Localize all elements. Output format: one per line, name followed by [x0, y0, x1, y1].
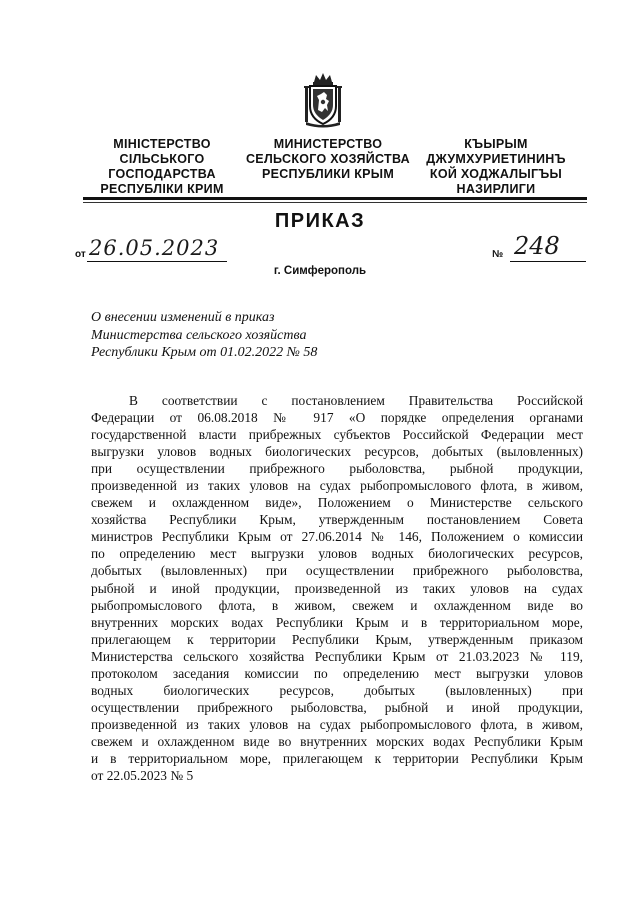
- body-line: Министерства сельского хозяйства Республики Крым от 21.03.2023 № 119,: [91, 648, 583, 664]
- handwritten-number: 248: [514, 232, 560, 260]
- body-line: внутренних морских водах Республики Крым и в территориальном море,: [91, 614, 583, 630]
- body-line: водных биологических ресурсов, добытых (выловленных) при: [91, 682, 583, 698]
- body-line: рыбной и иной продукции, произведенной из таких уловов на судах: [91, 580, 583, 596]
- number-label: №: [492, 249, 504, 260]
- body-paragraph: [91, 392, 583, 784]
- body-line: В соответствии с постановлением Правительства Российской: [129, 393, 583, 408]
- coat-of-arms-icon: [302, 72, 344, 128]
- body-line: осуществлении прибрежного рыболовства, рыбной и иной продукции,: [91, 699, 583, 715]
- subject-line: О внесении изменений в приказ: [91, 310, 275, 325]
- city-name: г. Симферополь: [273, 265, 367, 277]
- header-line: ГОСПОДАРСТВА: [108, 167, 216, 181]
- header-line: СІЛЬСЬКОГО: [119, 152, 205, 166]
- body-line: и в территориальном море, прилегающем к территории Республики Крым: [91, 750, 583, 766]
- body-line: по определению мест выгрузки уловов водных биологических ресурсов,: [91, 546, 583, 562]
- header-line: КЪЫРЫМ: [464, 137, 528, 151]
- body-line: от 22.05.2023 № 5: [91, 768, 194, 784]
- ministry-name-russian: [238, 137, 418, 182]
- header-divider-thick: [83, 197, 587, 200]
- header-line: ДЖУМХУРИЕТИНИНЪ: [426, 152, 566, 166]
- body-line: министров Республики Крым от 27.06.2014 № 146, Положением о комиссии: [91, 529, 583, 545]
- body-line: рыбопромыслового флота, в живом, свежем и охлажденном виде во: [91, 597, 583, 613]
- body-line: добытых (выловленных) при осуществлении прибрежного рыболовства,: [91, 563, 583, 579]
- header-line: РЕСПУБЛИКИ КРЫМ: [261, 167, 395, 181]
- ministry-name-crimean-tatar: [420, 137, 572, 197]
- handwritten-date: 26.05.2023: [89, 236, 220, 260]
- body-line: произведенной из таких уловов на судах рыбопромыслового флота, в живом,: [91, 716, 583, 732]
- header-line: МИНИСТЕРСТВО: [273, 137, 383, 151]
- date-label: от: [75, 249, 86, 260]
- header-line: КОЙ ХОДЖАЛЫГЪЫ: [429, 167, 563, 181]
- subject-line: Министерства сельского хозяйства: [91, 327, 307, 343]
- body-line: прилегающем к территории Республики Крым, утвержденным приказом: [91, 631, 583, 647]
- header-line: НАЗИРЛИГИ: [456, 182, 536, 196]
- header-line: РЕСПУБЛІКИ КРИМ: [100, 182, 224, 196]
- body-line: государственной власти прибрежных субъектов Российской Федерации мест: [91, 427, 583, 443]
- ministry-name-ukrainian: [88, 137, 236, 197]
- date-underline: [87, 261, 227, 262]
- body-line: выгрузки уловов водных биологических ресурсов, добытых (выловленных): [91, 444, 583, 460]
- document-title: ПРИКАЗ: [274, 210, 366, 232]
- number-underline: [510, 261, 586, 262]
- body-line: при осуществлении прибрежного рыболовства, рыбной продукции,: [91, 461, 583, 477]
- body-line: хозяйства Республики Крым, утвержденным постановлением Совета: [91, 512, 583, 528]
- body-line: Федерации от 06.08.2018 № 917 «О порядке определения органами: [91, 410, 583, 426]
- header-line: СЕЛЬСКОГО ХОЗЯЙСТВА: [245, 152, 410, 166]
- header-divider-thin: [83, 202, 587, 203]
- body-line: свежем и охлажденном виде», Положением о Министерстве сельского: [91, 495, 583, 511]
- body-line: протоколом заседания комиссии по определению мест выгрузки уловов: [91, 665, 583, 681]
- header-line: МІНІСТЕРСТВО: [113, 137, 211, 151]
- body-line: произведенной из таких уловов на судах рыбопромыслового флота, в живом,: [91, 478, 583, 494]
- body-line: свежем и охлажденном виде во внутренних морских водах Республики Крым: [91, 733, 583, 749]
- order-subject: [91, 309, 317, 362]
- subject-line: Республики Крым от 01.02.2022 № 58: [91, 345, 318, 360]
